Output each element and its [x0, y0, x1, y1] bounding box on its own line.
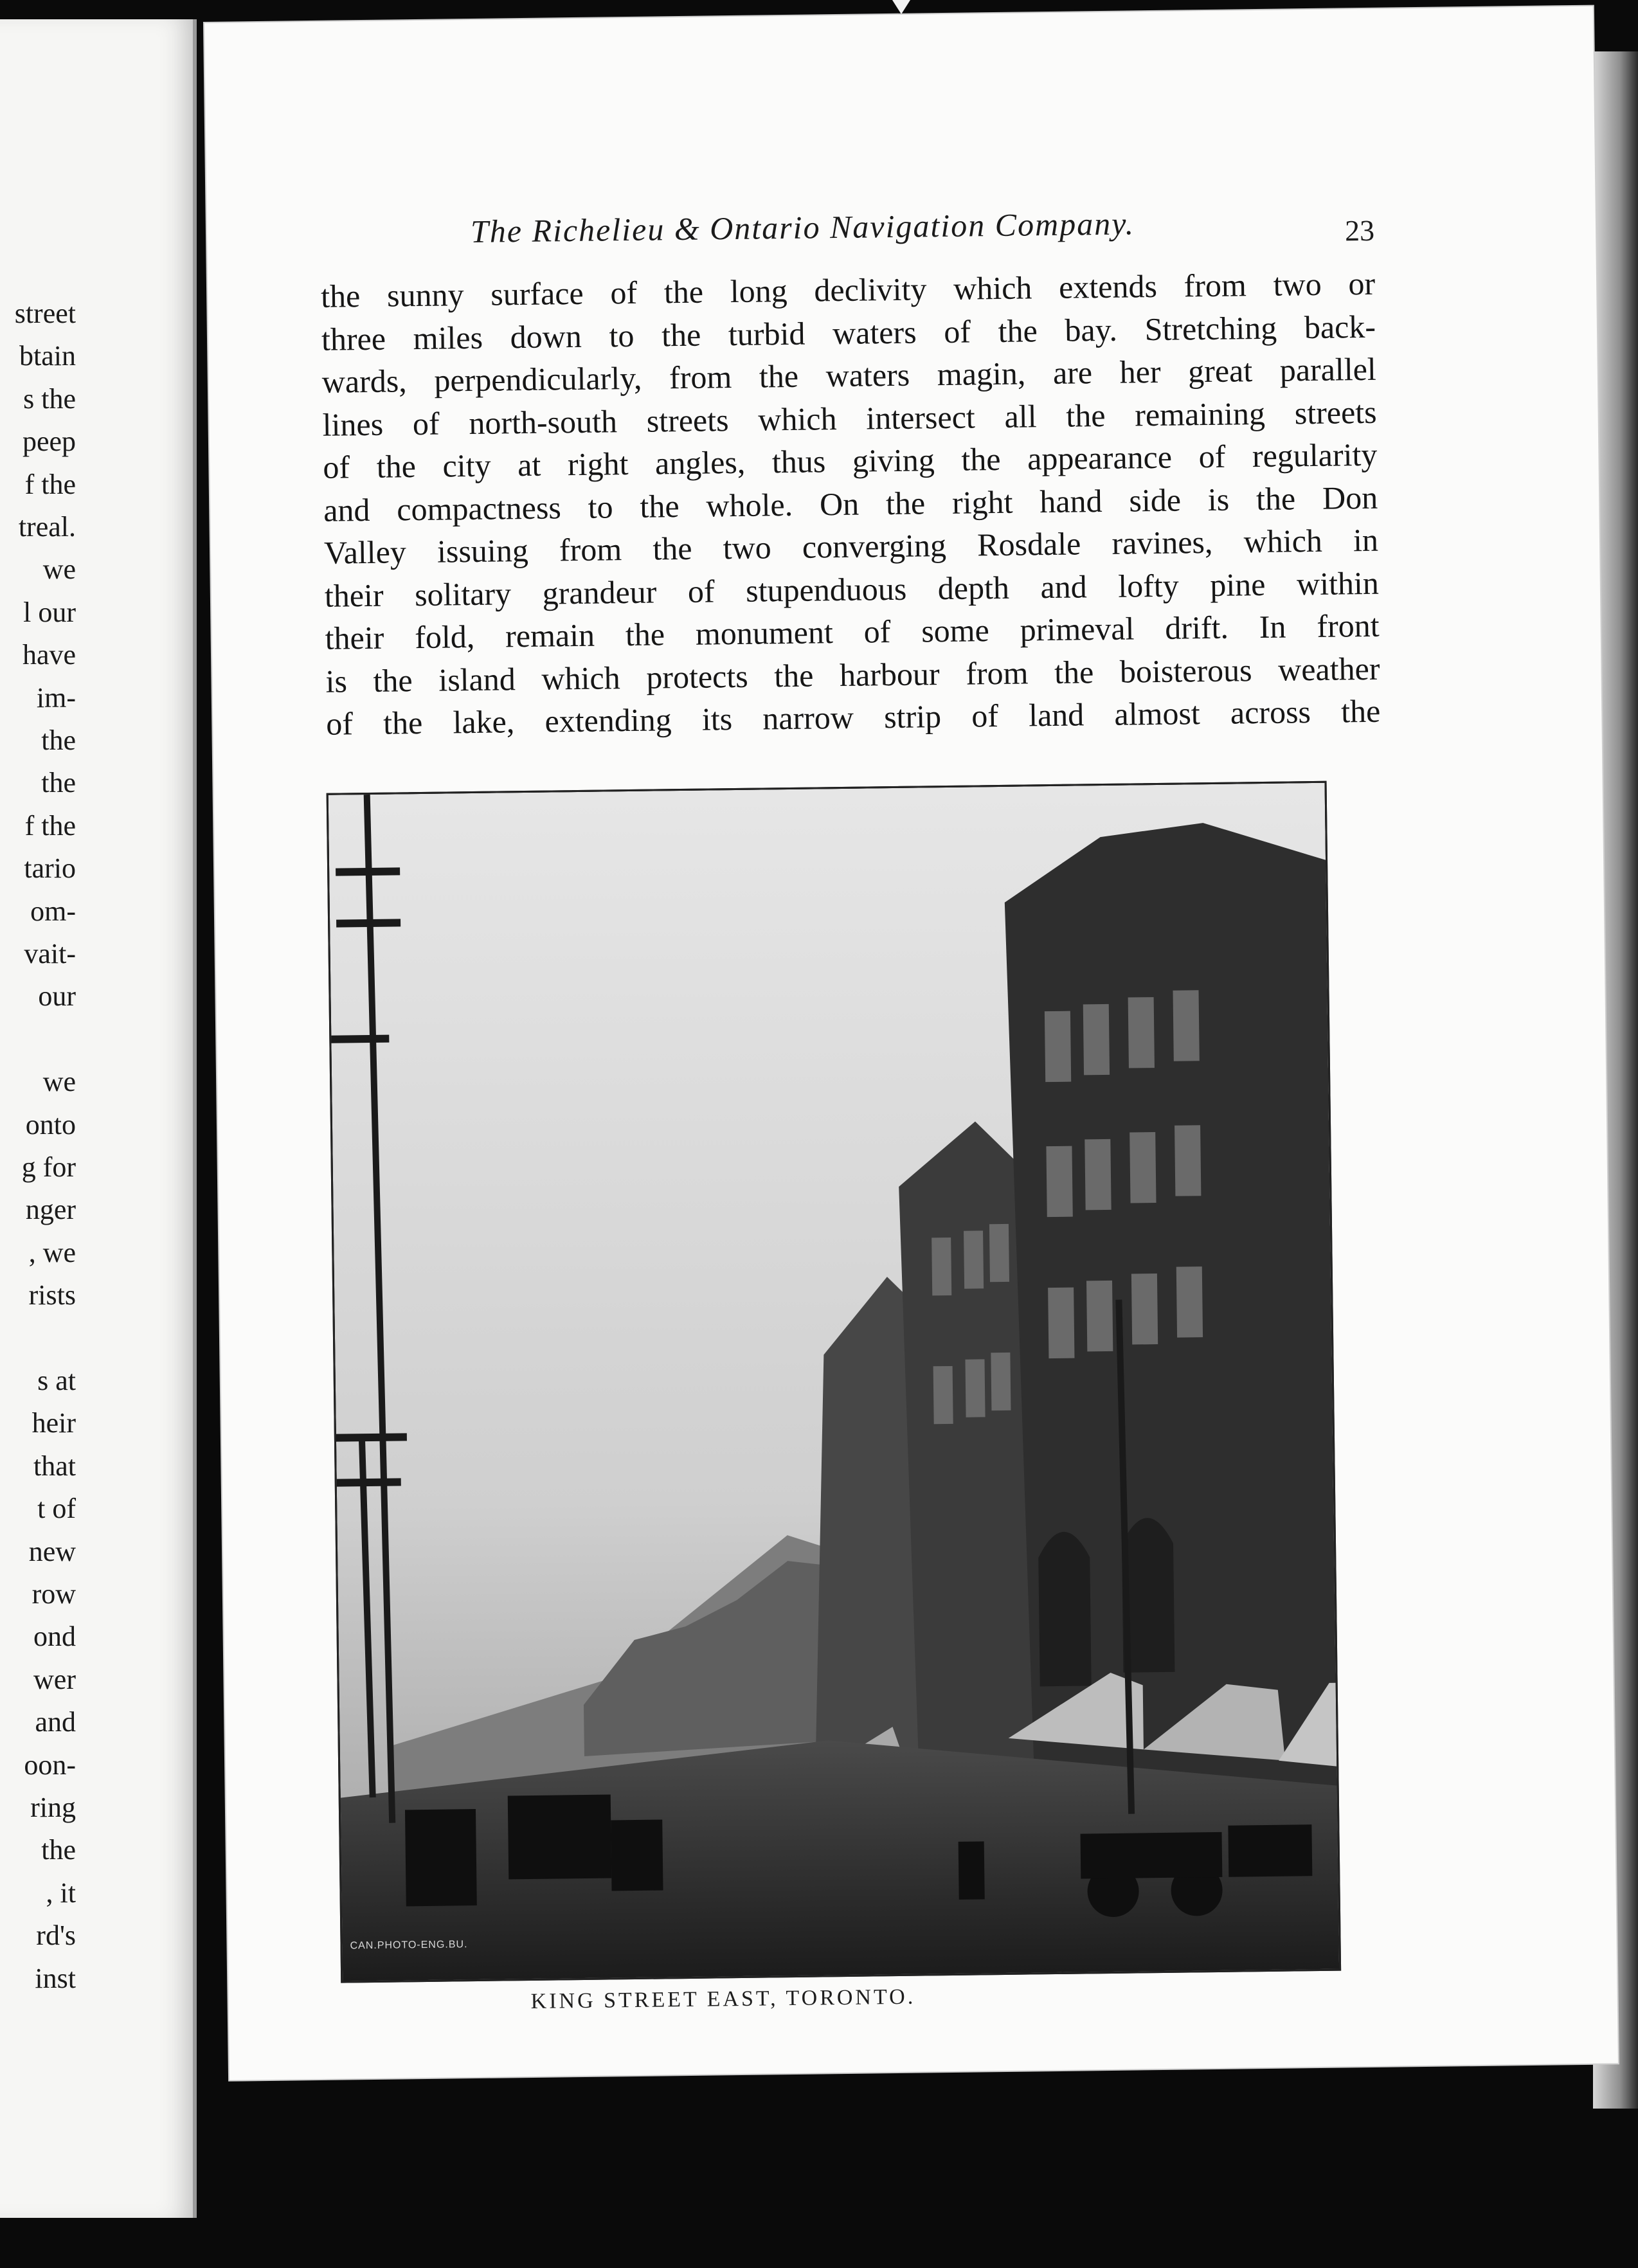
facing-page-line: peep	[22, 426, 76, 458]
body-line: is the island which protects the harbour from the boisterous weather	[325, 650, 1380, 699]
facing-page-line: nger	[25, 1194, 76, 1226]
facing-page-line: im-	[36, 681, 76, 714]
facing-page-line: oon-	[24, 1749, 76, 1781]
facing-page-line: rists	[28, 1279, 76, 1311]
facing-page-line: g for	[21, 1151, 76, 1183]
facing-page-line: ond	[33, 1621, 76, 1653]
street-scene-illustration	[328, 783, 1339, 1981]
running-head: The Richelieu & Ontario Navigation Company.	[470, 205, 1135, 249]
facing-page-line: f the	[24, 468, 76, 500]
facing-page-line: btain	[19, 340, 76, 372]
facing-page-line: tario	[24, 852, 76, 885]
facing-page-line: ring	[30, 1792, 76, 1823]
body-line: wards, perpendicularly, from the waters magin, are her great parallel	[321, 350, 1377, 400]
facing-page-line: t of	[37, 1493, 76, 1525]
facing-page-line: row	[32, 1578, 76, 1610]
facing-page-line: l our	[23, 596, 76, 628]
scan-mark	[892, 0, 910, 14]
body-line: Valley issuing from the two converging Rosdale ravines, which in	[323, 521, 1379, 571]
body-line: lines of north-south streets which intersect all the remaining streets	[322, 393, 1377, 443]
body-text	[321, 262, 1381, 745]
street-photograph	[327, 781, 1341, 1983]
facing-page-line: onto	[25, 1108, 76, 1140]
facing-page-line: and	[35, 1706, 76, 1738]
facing-page-line: rd's	[36, 1920, 76, 1952]
facing-page-line: inst	[35, 1962, 76, 1994]
body-line: three miles down to the turbid waters of the bay. Stretching back-	[321, 308, 1376, 357]
body-line: the sunny surface of the long declivity which extends from two or	[320, 265, 1376, 314]
facing-page-line: that	[33, 1450, 76, 1482]
facing-page-line: treal.	[18, 511, 76, 543]
book-page	[204, 6, 1618, 2080]
facing-page-line: we	[42, 1066, 76, 1098]
page-number: 23	[1344, 213, 1375, 248]
photo-credit: CAN.PHOTO-ENG.BU.	[350, 1939, 468, 1952]
facing-page-line: the	[41, 1834, 76, 1866]
photo-caption: KING STREET EAST, TORONTO.	[530, 1985, 916, 2014]
facing-page-line: wer	[33, 1663, 76, 1695]
body-line: and compactness to the whole. On the right hand side is the Don	[323, 479, 1378, 528]
facing-page-line: , it	[46, 1877, 76, 1909]
body-line: of the lake, extending its narrow strip of land almost across the	[325, 692, 1381, 742]
facing-page-line: new	[28, 1535, 76, 1567]
facing-page-line: we	[42, 554, 76, 586]
facing-page-line: street	[14, 298, 76, 329]
facing-page-line: s the	[23, 382, 76, 415]
facing-page-line: f the	[24, 809, 76, 842]
facing-page-line: the	[41, 724, 76, 756]
body-line: their fold, remain the monument of some primeval drift. In front	[325, 607, 1380, 656]
facing-page	[0, 19, 197, 2218]
facing-page-line: om-	[30, 895, 76, 927]
facing-page-line: vait-	[24, 938, 76, 969]
facing-page-line: our	[38, 980, 76, 1013]
facing-page-line: the	[41, 767, 76, 799]
facing-page-line: heir	[32, 1407, 76, 1439]
facing-page-line: have	[22, 639, 76, 671]
body-line: of the city at right angles, thus giving the appearance of regularity	[323, 436, 1378, 485]
facing-page-line: , we	[28, 1236, 76, 1268]
body-line: their solitary grandeur of stupenduous depth and lofty pine within	[324, 564, 1380, 614]
facing-page-line: s at	[37, 1365, 76, 1396]
